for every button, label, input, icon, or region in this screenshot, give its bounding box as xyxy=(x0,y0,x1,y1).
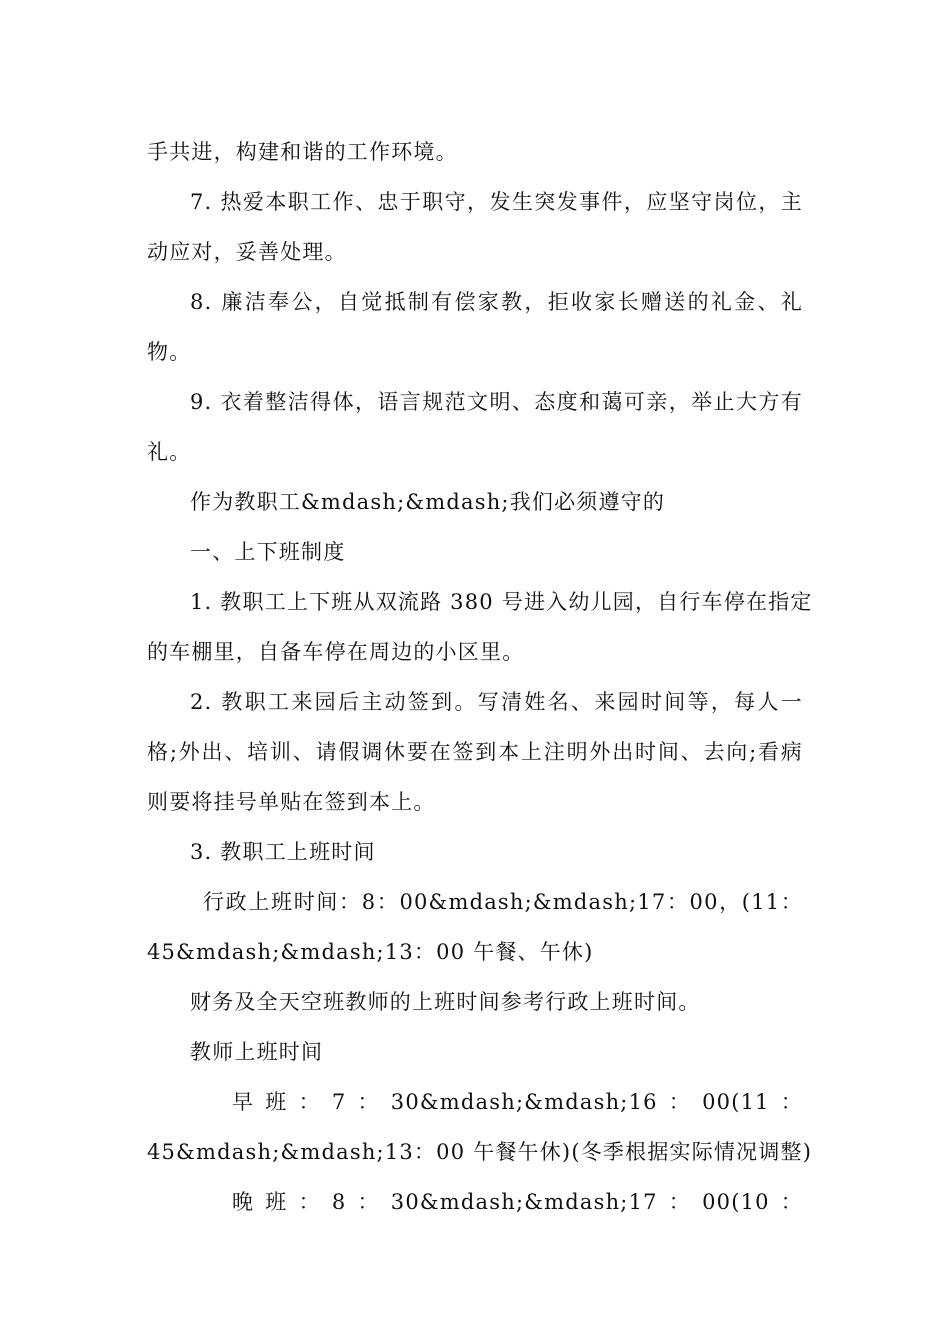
paragraph-line: 3. 教职工上班时间 xyxy=(190,840,376,864)
paragraph-line: 45&mdash;&mdash;13：00 午餐、午休) xyxy=(147,940,594,964)
paragraph-line: 7. 热爱本职工作、忠于职守，发生突发事件，应坚守岗位，主 xyxy=(190,190,803,214)
paragraph-line: 晚班：8：30&mdash;&mdash;17：00(10： xyxy=(232,1190,803,1214)
paragraph-line: 财务及全天空班教师的上班时间参考行政上班时间。 xyxy=(190,990,701,1014)
paragraph-line: 2. 教职工来园后主动签到。写清姓名、来园时间等，每人一 xyxy=(190,690,803,714)
paragraph-line: 礼。 xyxy=(147,440,192,464)
paragraph-line: 作为教职工&mdash;&mdash;我们必须遵守的 xyxy=(190,490,666,514)
paragraph-line: 物。 xyxy=(147,340,192,364)
paragraph-line: 动应对，妥善处理。 xyxy=(147,240,347,264)
paragraph-line: 行政上班时间：8：00&mdash;&mdash;17：00，(11： xyxy=(203,890,803,914)
paragraph-line: 则要将挂号单贴在签到本上。 xyxy=(147,790,436,814)
paragraph-line: 1. 教职工上下班从双流路 380 号进入幼儿园，自行车停在指定 xyxy=(190,590,813,614)
paragraph-line: 45&mdash;&mdash;13：00 午餐午休)(冬季根据实际情况调整) xyxy=(147,1140,813,1164)
paragraph-line: 早班：7：30&mdash;&mdash;16：00(11： xyxy=(232,1090,803,1114)
paragraph-line: 的车棚里，自备车停在周边的小区里。 xyxy=(147,640,525,664)
paragraph-line: 教师上班时间 xyxy=(190,1040,324,1064)
section-heading: 一、上下班制度 xyxy=(190,540,346,564)
paragraph-line: 9. 衣着整洁得体，语言规范文明、态度和蔼可亲，举止大方有 xyxy=(190,390,803,414)
paragraph-line: 手共进，构建和谐的工作环境。 xyxy=(147,140,458,164)
paragraph-line: 8. 廉洁奉公，自觉抵制有偿家教，拒收家长赠送的礼金、礼 xyxy=(190,290,803,314)
paragraph-line: 格;外出、培训、请假调休要在签到本上注明外出时间、去向;看病 xyxy=(147,740,803,764)
